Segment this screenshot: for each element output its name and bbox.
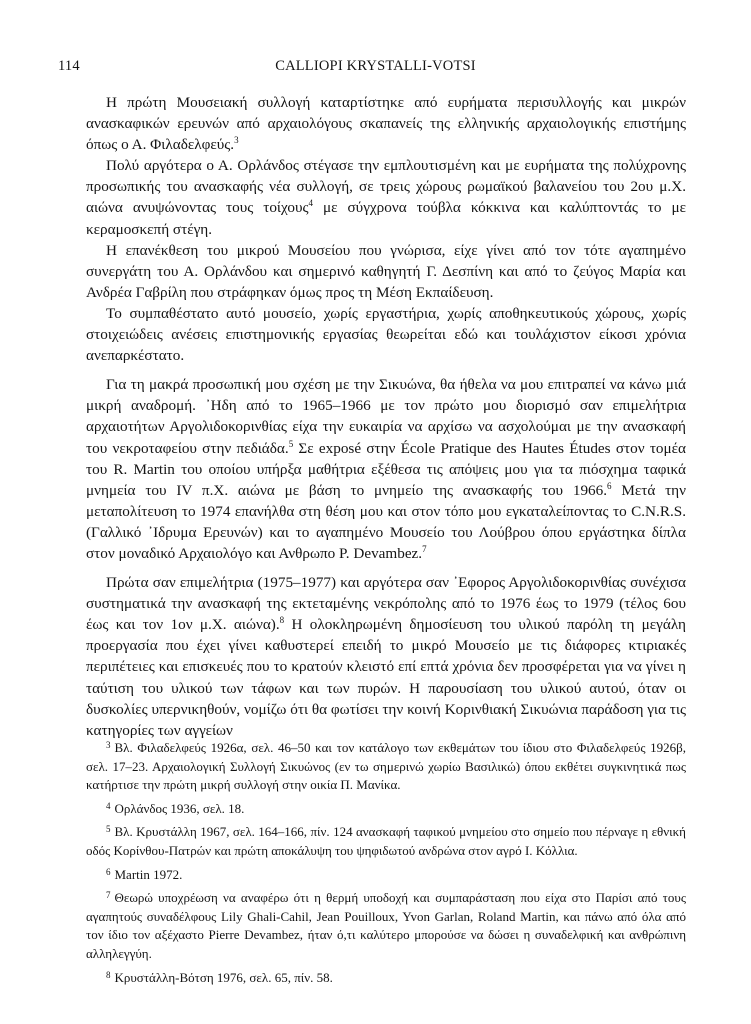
page-number: 114 bbox=[58, 58, 80, 74]
footnote-ref[interactable]: 8 bbox=[279, 615, 285, 626]
footnote-number: 8 bbox=[106, 969, 111, 980]
footnote: $^4$ Ορλάνδος 1936, σελ. 18. bbox=[106, 800, 245, 816]
footnote: $^3$ Βλ. Φιλαδελφεύς 1926α, σελ. 46–50 και τον κατάλογο των εκθεμάτων του ίδιου στο Φιλαδελφεύς 1926β, σελ. 17–23. Αρχαιολογική Συλλογή Σικυώνος (εν τω σημερινώ χωρίω Βασιλικώ) όπου εκθέτει συγκινητικά πως κατήρτισε την πρώτη μικρή συλλογή στην οικία Π. Μανίκα. bbox=[86, 740, 686, 793]
paragraph: Για τη μακρά προσωπική μου σχέση με την Σικυώνα, θα ήθελα να μου επιτραπεί να κάνω μιά μικρή αναδρομή. ᾽Ηδη από το 1965–1966 με τον πρώτο μου διορισμό σαν επιμελήτρια αρχαιοτήτων Αργολιδοκορινθίας είχα την ευκαιρία να αρχίσω να ασχολούμαι με την ανασκαφή του νεκροταφείου στην πεδιάδα.$^5$ Σε exposé στην École Pratique des Hautes Études στον τομέα του R. Martin του οποίου υπήρξα μαθήτρια εξέθεσα τις απόψεις μου για τα πιόσχημα ταφικά μνημεία του IV π.Χ. αιώνα με βάση το μνημείο της ανασκαφής του 1966.$^6$ Μετά την μεταπολίτευση το 1974 επανήλθα στη θέση μου και στον τόπο μου εγκαταλείποντας το C.N.R.S. (Γαλλικό ᾽Ιδρυμα Ερευνών) και το αγαπημένο Μουσείο του Λούβρου όπου εργάστηκα δίπλα στον μοναδικό Αρχαιολόγο και Ανθρωπο P. Devambez.$^7$ bbox=[86, 376, 686, 562]
running-head: CALLIOPI KRYSTALLI-VOTSI bbox=[275, 58, 476, 74]
paragraph: Η πρώτη Μουσειακή συλλογή καταρτίστηκε από ευρήματα περισυλλογής και μικρών ανασκαφικών ερευνών από αρχαιολόγους σκαπανείς της ελληνικής αρχαιολογικής επιστήμης όπως ο Α. Φιλαδελφεύς.$^3$ bbox=[86, 94, 686, 154]
footnote: $^5$ Βλ. Κρυστάλλη 1967, σελ. 164–166, πίν. 124 ανασκαφή ταφικού μνημείου στο σημείο που πέρναγε η εθνική οδός Κορίνθου-Πατρών και πρώτη αποκάλυψη του ψηφιδωτού ανδρώνα στον αγρό Ι. Κόλλια. bbox=[86, 824, 686, 858]
footnote: $^8$ Κρυστάλλη-Βότση 1976, σελ. 65, πίν. 58. bbox=[106, 969, 333, 985]
footnote-ref[interactable]: 4 bbox=[308, 198, 314, 209]
footnote-number: 3 bbox=[106, 740, 111, 750]
footnote-number: 4 bbox=[106, 800, 111, 811]
footnote-number: 7 bbox=[106, 890, 111, 901]
footnote-ref[interactable]: 3 bbox=[234, 135, 239, 146]
body-text bbox=[86, 92, 686, 741]
paragraph: Η επανέκθεση του μικρού Μουσείου που γνώρισα, είχε γίνει από τον τότε αγαπημένο συνεργάτη του Α. Ορλάνδου και σημερινό καθηγητή Γ. Δεσπίνη και από το ζεύγος Μαρία και Ανδρέα Γαβρίλη που στράφηκαν όμως προς τη Μέση Εκπαίδευση. bbox=[86, 241, 686, 301]
paragraph: Πρώτα σαν επιμελήτρια (1975–1977) και αργότερα σαν ᾽Εφορος Αργολιδοκορινθίας συνέχισα συστηματικά την ανασκαφή της εκτεταμένης νεκρόπολης από το 1976 έως το 1979 (τέλος 6ου έως και τον 1ον μ.Χ. αιώνα).$^8$ Η ολοκληρωμένη δημοσίευση του υλικού παρόλη τη μεγάλη προεργασία που έχει γίνει καθυστερεί επειδή το μικρό Μουσείο με τις διάφορες κτιριακές περιπέτειες και επισκευές που το κρατούν κλειστό επί επτά χρόνια δεν προσφέρεται για να γίνει η ταύτιση του υλικού των τάφων και των πυρών. Η παρουσίαση του υλικού αυτού, όταν οι δυσκολίες υπερνικηθούν, νομίζω ότι θα φωτίσει την κοινή Κορινθιακή Σικυώνια παράδοση για τις κατηγορίες των αγγείων bbox=[86, 574, 686, 739]
footnote: $^6$ Martin 1972. bbox=[106, 866, 183, 882]
page-header bbox=[58, 58, 693, 78]
paragraph: Το συμπαθέστατο αυτό μουσείο, χωρίς εργαστήρια, χωρίς αποθηκευτικούς χώρους, χωρίς στοιχειώδεις ανέσεις επιστημονικής εργασίας θεωρείται εδώ και τουλάχιστον είκοσι χρόνια ανεπαρκέστατο. bbox=[86, 304, 686, 365]
footnote-number: 5 bbox=[106, 824, 111, 835]
footnote-ref[interactable]: 7 bbox=[422, 543, 427, 554]
footnote-number: 6 bbox=[106, 866, 111, 877]
footnotes bbox=[86, 736, 686, 989]
footnote-ref[interactable]: 6 bbox=[607, 480, 612, 491]
footnote: $^7$ Θεωρώ υποχρέωση να αναφέρω ότι η θερμή υποδοχή και συμπαράσταση που είχα στο Παρίσι από τους αγαπητούς συναδέλφους Lily Ghali-Cahil, Jean Pouilloux, Yvon Garlan, Roland Martin, και πάνω από όλα από τον ίδιο τον αξέχαστο Pierre Devambez, ήταν ό,τι καλύτερο μπορούσε να δώσει η συναδελφική και ανθρώπινη αλληλεγγύη. bbox=[86, 890, 686, 961]
paragraph: Πολύ αργότερα ο Α. Ορλάνδος στέγασε την εμπλουτισμένη και με ευρήματα της πολύχρονης προσωπικής του ανασκαφής νέα συλλογή, σε τρεις χώρους ρωμαϊκού βαλανείου του 2ου μ.Χ. αιώνα ανυψώνοντας τους τοίχους$^4$ με σύγχρονα τούβλα κόκκινα και καλύπτοντάς το με κεραμοσκεπή στέγη. bbox=[86, 157, 686, 238]
footnote-ref[interactable]: 5 bbox=[288, 438, 294, 449]
